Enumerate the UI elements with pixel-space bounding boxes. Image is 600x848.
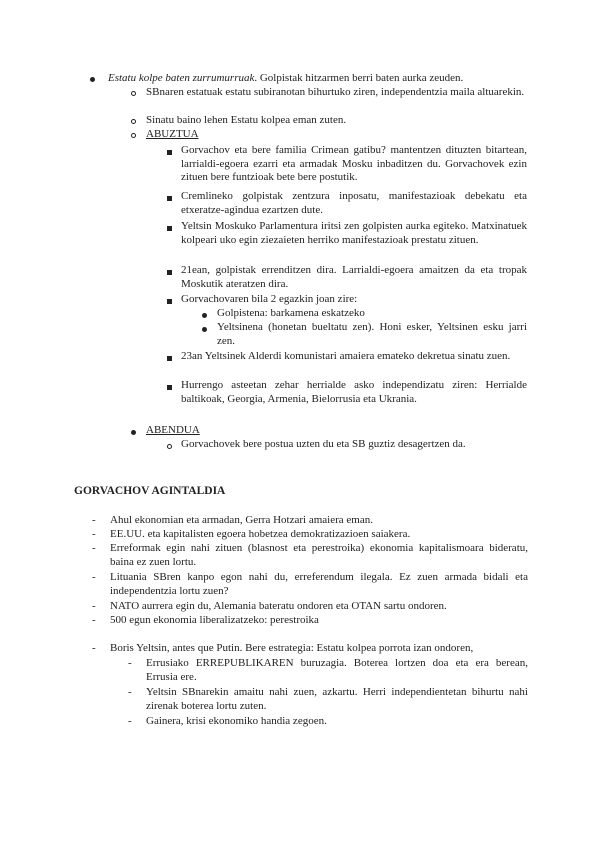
rumor-text: . Golpistak hitzarmen berri baten aurka zeuden. bbox=[254, 72, 464, 84]
aug-item-1: Gorvachov eta bere familia Crimean gatibu? mantentzen dituzten bitartean, larrialdi-egoera ezarri eta armadak Mosku inbaditzen du. Gorvachovek ezin zituen bere funtzioak bete bere postutik. bbox=[181, 144, 527, 184]
boris-item: Boris Yeltsin, antes que Putin. Bere estrategia: Estatu kolpea porrota izan ondoren, bbox=[110, 642, 474, 654]
aug-item-4: 21ean, golpistak errenditzen dira. Larrialdi-egoera amaitzen da eta tropak Moskutik ateratzen dira. bbox=[181, 264, 527, 290]
list-item-rumor bbox=[108, 72, 528, 86]
boris-sub-2: Yeltsin SBnarekin amaitu nahi zuen, azkartu. Herri independientetan bihurtu nahi zirenak boterea lortu zuten. bbox=[146, 686, 528, 712]
list-item-sub1: SBnaren estatuak estatu subiranotan bihurtuko ziren, independentzia maila altuarekin. bbox=[146, 86, 525, 98]
aug-sub-2: Yeltsinena (honetan bueltatu zen). Honi esker, Yeltsinen esku jarri zen. bbox=[217, 321, 527, 347]
bullet-dot bbox=[202, 313, 207, 318]
bullet-square bbox=[167, 196, 172, 201]
bullet-square bbox=[167, 270, 172, 275]
bullet-square bbox=[167, 385, 172, 390]
gorv-item-1: Ahul ekonomian eta armadan, Gerra Hotzari amaiera eman. bbox=[110, 514, 373, 526]
dash-marker: - bbox=[92, 600, 96, 612]
boris-sub-1: Errusiako ERREPUBLIKAREN buruzagia. Boterea lortzen doa eta era berean, Errusia ere. bbox=[146, 657, 528, 683]
aug-item-6: 23an Yeltsinek Alderdi komunistari amaiera emateko dekretua sinatu zuen. bbox=[181, 350, 511, 362]
gorv-item-6: 500 egun ekonomia liberalizatzeko: perestroika bbox=[110, 614, 319, 626]
gorv-item-3: Erreformak egin nahi zituen (blasnost eta perestroika) ekonomia kapitalismoara bideratu, baina ez zuen lortu. bbox=[110, 542, 528, 568]
bullet-dot bbox=[90, 77, 95, 82]
rumor-title: Estatu kolpe baten zurrumurruak bbox=[108, 72, 255, 84]
bullet-circle bbox=[131, 91, 136, 96]
bullet-square bbox=[167, 226, 172, 231]
dash-marker: - bbox=[128, 686, 132, 698]
aug-sub-1: Golpistena: barkamena eskatzeko bbox=[217, 307, 365, 319]
dec-sub: Gorvachovek bere postua uzten du eta SB guztiz desagertzen da. bbox=[181, 438, 466, 450]
gorv-item-4: Lituania SBren kanpo egon nahi du, erreferendum ilegala. Ez zuen armada bidali eta independentzia lortu zuen? bbox=[110, 571, 528, 597]
bullet-square bbox=[167, 299, 172, 304]
aug-item-7: Hurrengo asteetan zehar herrialde asko independizatu ziren: Herrialde baltikoak, Georgia, Armenia, Bielorrusia eta Ukrania. bbox=[181, 379, 527, 405]
aug-item-3: Yeltsin Moskuko Parlamentura iritsi zen golpisten aurka egiteko. Matxinatuek kolpeari uko egin ziezaieten herriko manifestazioak prestatu zituen. bbox=[181, 220, 527, 246]
bullet-dot bbox=[202, 327, 207, 332]
bullet-dot bbox=[131, 430, 136, 435]
bullet-circle bbox=[131, 133, 136, 138]
gorv-item-5: NATO aurrera egin du, Alemania bateratu ondoren eta OTAN sartu ondoren. bbox=[110, 600, 447, 612]
heading-abendua: ABENDUA bbox=[146, 424, 200, 436]
section-title: GORVACHOV AGINTALDIA bbox=[74, 485, 226, 497]
dash-marker: - bbox=[92, 642, 96, 654]
dash-marker: - bbox=[128, 657, 132, 669]
bullet-circle bbox=[131, 119, 136, 124]
gorv-item-2: EE.UU. eta kapitalisten egoera hobetzea demokratizazioen saiakera. bbox=[110, 528, 411, 540]
bullet-circle bbox=[167, 444, 172, 449]
dash-marker: - bbox=[128, 715, 132, 727]
aug-item-2: Cremlineko golpistak zentzura inposatu, manifestazioak debekatu eta etxeratze-agindua ezartzen dute. bbox=[181, 190, 527, 216]
dash-marker: - bbox=[92, 571, 96, 583]
aug-item-5: Gorvachovaren bila 2 egazkin joan zire: bbox=[181, 293, 358, 305]
list-item-sub2: Sinatu baino lehen Estatu kolpea eman zuten. bbox=[146, 114, 347, 126]
dash-marker: - bbox=[92, 528, 96, 540]
bullet-square bbox=[167, 356, 172, 361]
dash-marker: - bbox=[92, 542, 96, 554]
boris-sub-3: Gainera, krisi ekonomiko handia zegoen. bbox=[146, 715, 327, 727]
dash-marker: - bbox=[92, 514, 96, 526]
bullet-square bbox=[167, 150, 172, 155]
heading-abuztua: ABUZTUA bbox=[146, 128, 199, 140]
dash-marker: - bbox=[92, 614, 96, 626]
